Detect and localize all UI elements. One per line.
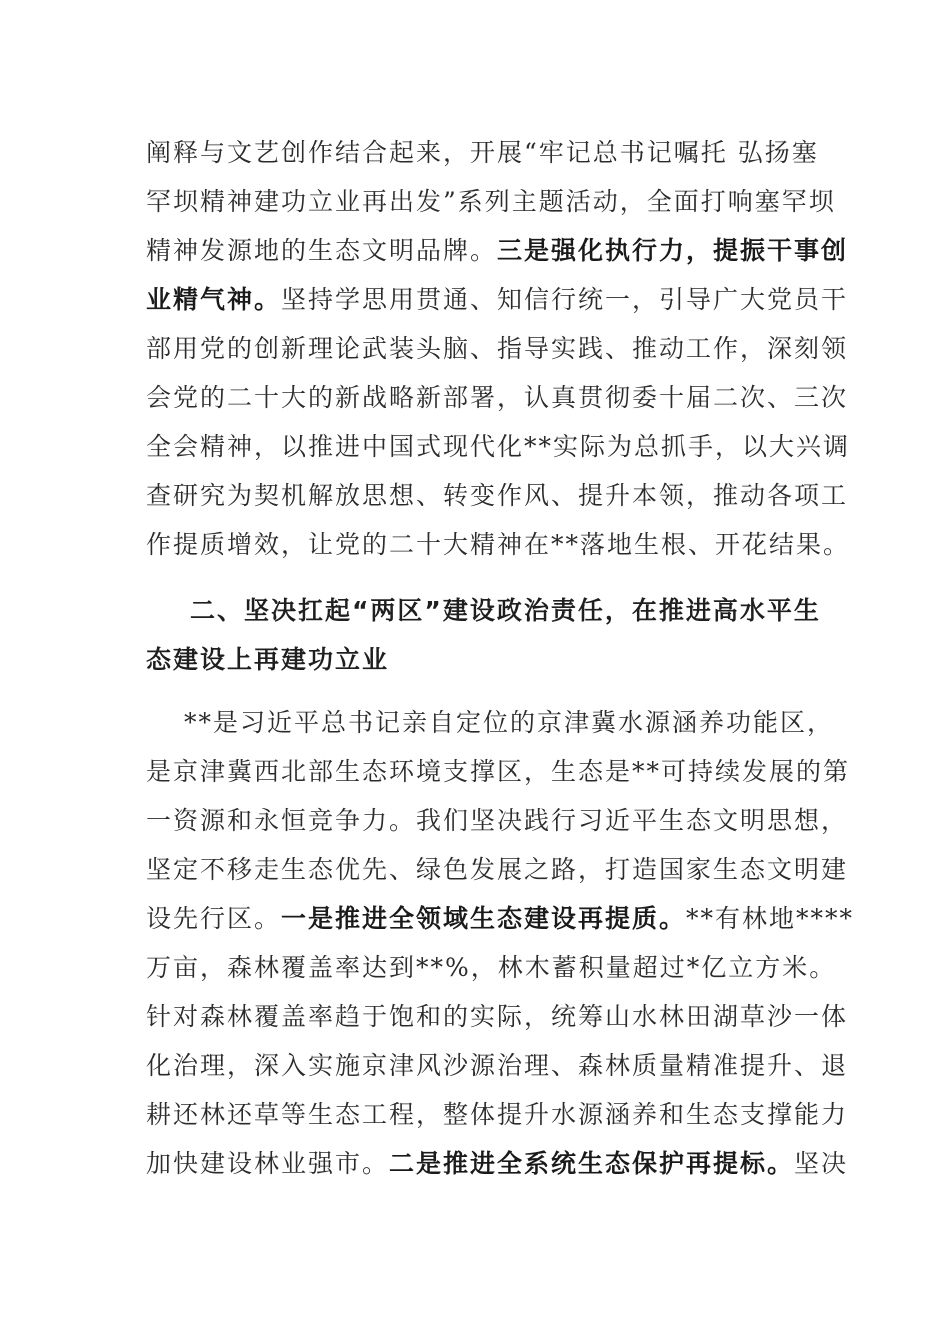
paragraph-line-8 [146, 471, 849, 521]
paragraph-line-7 [146, 422, 851, 472]
bold-text-run: 一是推进全领域生态建设再提质。 [281, 904, 687, 933]
section-heading-text: 二、坚决扛起“两区”建设政治责任，在推进高水平生 [190, 596, 821, 625]
text-run: 查研究为契机解放思想、转变作风、提升本领，推动各项工 [146, 481, 849, 510]
text-run: 设先行区。 [146, 904, 282, 933]
bold-text-run: 业精气神。 [146, 285, 282, 314]
section-heading-line-1 [190, 586, 821, 636]
paragraph-line-4 [146, 275, 849, 325]
text-run: 全会精神，以推进中国式现代化**实际为总抓手，以大兴调 [146, 432, 851, 461]
text-run: 一资源和永恒竞争力。我们坚决践行习近平生态文明思想， [146, 806, 849, 835]
text-run: 阐释与文艺创作结合起来，开展“牢记总书记嘱托 弘扬塞 [146, 138, 819, 167]
bold-text-run: 二是推进全系统生态保护再提标。 [389, 1149, 795, 1178]
paragraph-line-20 [146, 1090, 849, 1140]
paragraph-line-3 [146, 226, 849, 276]
paragraph-line-9 [146, 520, 851, 570]
section-heading-text: 态建设上再建功立业 [146, 645, 390, 674]
text-run: 耕还林还草等生态工程，整体提升水源涵养和生态支撑能力 [146, 1100, 849, 1129]
text-run: 罕坝精神建功立业再出发”系列主题活动，全面打响塞罕坝 [146, 187, 836, 216]
paragraph-line-5 [146, 324, 849, 374]
paragraph-line-6 [146, 373, 849, 423]
paragraph-line-21 [146, 1139, 849, 1189]
paragraph-line-1 [146, 128, 819, 178]
paragraph-line-19 [146, 1041, 849, 1091]
text-run: **是习近平总书记亲自定位的京津冀水源涵养功能区， [184, 708, 835, 737]
paragraph-line-14 [146, 796, 849, 846]
paragraph-line-12 [184, 698, 835, 748]
paragraph-line-13 [146, 747, 851, 797]
text-run: 坚决 [794, 1149, 849, 1178]
text-run: 加快建设林业强市。 [146, 1149, 390, 1178]
section-heading-line-2 [146, 635, 816, 685]
paragraph-line-2 [146, 177, 836, 227]
text-run: 是京津冀西北部生态环境支撑区，生态是**可持续发展的第 [146, 757, 851, 786]
paragraph-line-18 [146, 992, 849, 1042]
text-run: 作提质增效，让党的二十大精神在**落地生根、开花结果。 [146, 530, 851, 559]
text-run: 精神发源地的生态文明品牌。 [146, 236, 498, 265]
text-run: 化治理，深入实施京津风沙源治理、森林质量精准提升、退 [146, 1051, 849, 1080]
bold-text-run: 三是强化执行力，提振干事创 [497, 236, 849, 265]
paragraph-line-15 [146, 845, 849, 895]
text-run: **有林地**** [686, 904, 855, 933]
text-run: 会党的二十大的新战略新部署，认真贯彻委十届二次、三次 [146, 383, 849, 412]
paragraph-line-17 [146, 943, 837, 993]
text-run: 部用党的创新理论武装头脑、指导实践、推动工作，深刻领 [146, 334, 849, 363]
text-run: 坚持学思用贯通、知信行统一，引导广大党员干 [281, 285, 849, 314]
text-run: 万亩，森林覆盖率达到**%，林木蓄积量超过*亿立方米。 [146, 953, 837, 982]
text-run: 坚定不移走生态优先、绿色发展之路，打造国家生态文明建 [146, 855, 849, 884]
paragraph-line-16 [146, 894, 855, 944]
text-run: 针对森林覆盖率趋于饱和的实际，统筹山水林田湖草沙一体 [146, 1002, 849, 1031]
